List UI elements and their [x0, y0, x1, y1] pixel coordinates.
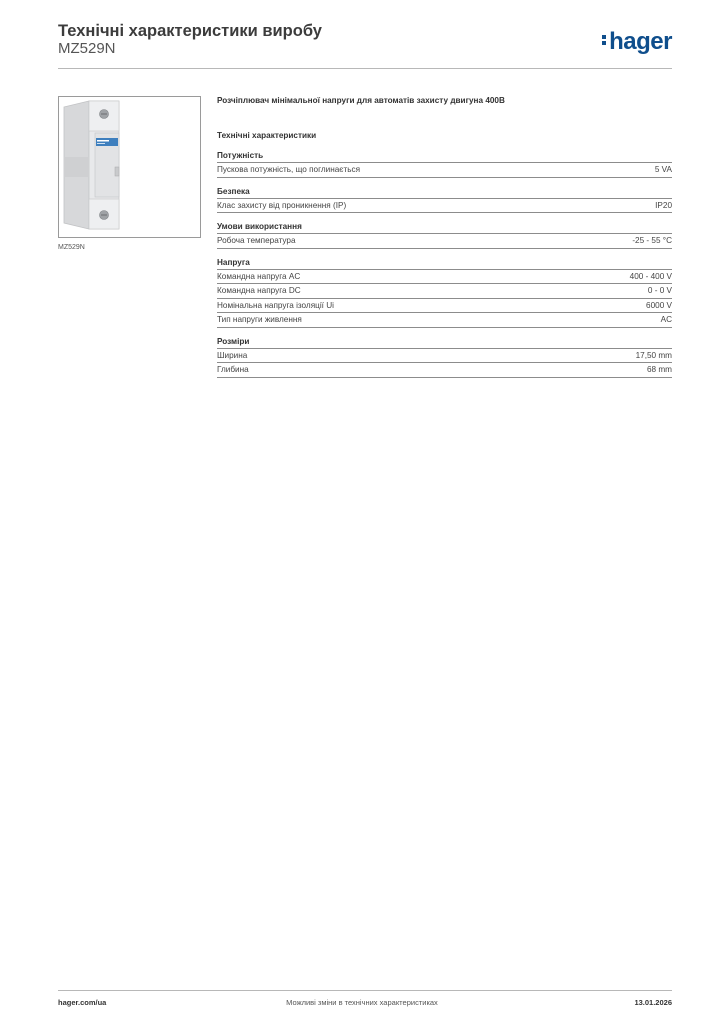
spec-content — [217, 96, 672, 387]
group-title: Безпека — [217, 187, 672, 199]
logo-text: hager — [609, 28, 672, 55]
spec-label: Командна напруга DC — [217, 286, 301, 295]
spec-row — [217, 299, 672, 314]
spec-value: -25 - 55 °C — [632, 236, 672, 245]
spec-row — [217, 163, 672, 178]
header-divider — [58, 68, 672, 69]
spec-group-voltage — [217, 258, 672, 328]
spec-label: Ширина — [217, 350, 248, 360]
spec-value: 68 mm — [646, 365, 672, 374]
spec-group-power — [217, 151, 672, 178]
image-caption: MZ529N — [58, 244, 85, 251]
spec-label: Тип напруги живлення — [217, 315, 302, 324]
spec-value: 400 - 400 V — [629, 271, 672, 281]
spec-row — [217, 270, 672, 285]
hager-logo — [602, 28, 672, 56]
spec-row — [217, 284, 672, 299]
spec-value: IP20 — [655, 200, 672, 210]
spec-value: 17,50 mm — [635, 350, 672, 360]
product-code: MZ529N — [58, 40, 116, 57]
spec-group-dimensions — [217, 337, 672, 378]
product-image — [58, 96, 201, 238]
spec-label: Робоча температура — [217, 236, 296, 245]
spec-row — [217, 349, 672, 364]
logo-dots-icon — [602, 33, 607, 47]
spec-row — [217, 199, 672, 214]
footer-notice: Можливі зміни в технічних характеристиках — [286, 998, 438, 1007]
group-title: Напруга — [217, 258, 672, 270]
section-heading: Технічні характеристики — [217, 131, 317, 140]
spec-value: 5 VA — [654, 165, 672, 174]
spec-label: Клас захисту від проникнення (IP) — [217, 200, 347, 210]
group-title: Потужність — [217, 151, 672, 163]
group-title: Розміри — [217, 337, 672, 349]
spec-group-operating-conditions — [217, 222, 672, 249]
spec-row — [217, 363, 672, 378]
circuit-breaker-module-icon — [59, 97, 200, 237]
product-title: Розчіплювач мінімальної напруги для автоматів захисту двигуна 400В — [217, 96, 505, 105]
group-title: Умови використання — [217, 222, 672, 234]
footer-divider — [58, 990, 672, 991]
footer-website: hager.com/ua — [58, 998, 107, 1007]
spec-label: Командна напруга AC — [217, 271, 301, 281]
page-title: Технічні характеристики виробу — [58, 22, 322, 40]
spec-value: 0 - 0 V — [647, 286, 672, 295]
spec-group-safety — [217, 187, 672, 214]
spec-value: AC — [660, 315, 672, 324]
footer-date: 13.01.2026 — [634, 998, 672, 1007]
spec-label: Пускова потужність, що поглинається — [217, 165, 361, 174]
spec-row — [217, 313, 672, 328]
spec-label: Глибина — [217, 365, 249, 374]
spec-value: 6000 V — [646, 300, 672, 310]
spec-label: Номінальна напруга ізоляції Ui — [217, 300, 334, 310]
spec-row — [217, 234, 672, 249]
